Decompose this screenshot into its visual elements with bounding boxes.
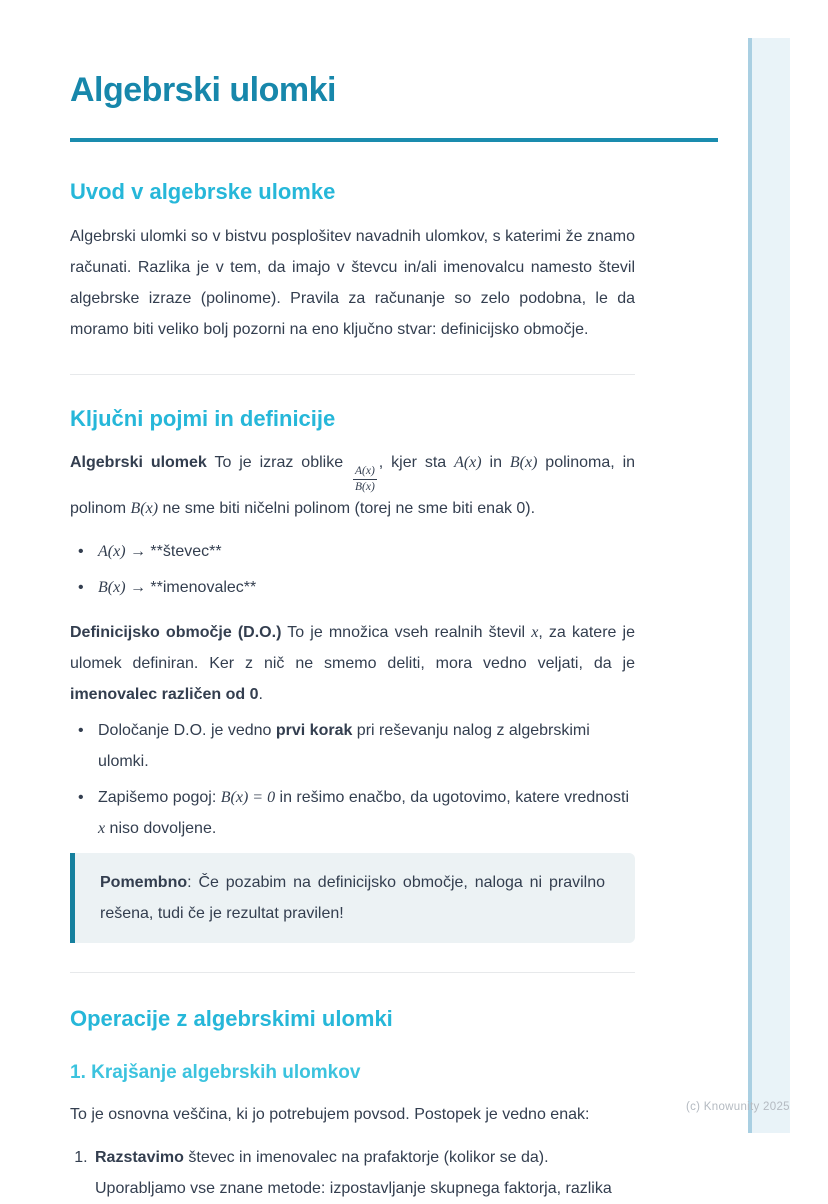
document-body	[70, 0, 635, 1204]
krajsanje-steps-list	[70, 1142, 635, 1204]
list-item-numerator: • A(x) → **števec**	[70, 536, 635, 567]
title-rule	[70, 138, 718, 142]
section-concepts-heading: Ključni pojmi in definicije	[70, 406, 336, 431]
krajsanje-intro-paragraph: To je osnovna veščina, ki jo potrebujem povsod. Postopek je vedno enak:	[70, 1106, 590, 1123]
page-edge-strip	[748, 38, 790, 1133]
list-item-first-step: • Določanje D.O. je vedno prvi korak pri reševanju nalog z algebrskimi ulomki.	[70, 715, 635, 777]
important-callout	[70, 853, 635, 943]
subsection-krajsanje-heading: 1. Krajšanje algebrskih ulomkov	[70, 1062, 361, 1083]
section-operations-heading: Operacije z algebrskimi ulomki	[70, 1006, 393, 1031]
step-item-razstavimo: 1. Razstavimo števec in imenovalec na prafaktorje (kolikor se da). Uporabljamo vse znane metode: izpostavljanje skupnega faktorja, razlika	[92, 1142, 635, 1204]
section-intro-heading: Uvod v algebrske ulomke	[70, 179, 336, 204]
list-item-denominator: • B(x) → **imenovalec**	[70, 572, 635, 603]
definition-fraction-paragraph: Algebrski ulomek To je izraz oblike $\frac{A(x)}{B(x)}$ , kjer sta A(x) in B(x) polinoma, in polinom B(x) ne sme biti ničelni polinom (torej ne sme biti enak 0).	[70, 454, 636, 517]
intro-paragraph: Algebrski ulomki so v bistvu posplošitev navadnih ulomkov, s katerimi že znamo računati. Razlika je v tem, da imajo v števcu in/ali imenovalcu namesto števil algebrske izraze (polinome). Pravila za računanje so zelo podobna, le da moramo biti veliko bolj pozorni na eno ključno stvar: definicijsko območje.	[70, 228, 635, 338]
list-item-condition: • Zapišemo pogoj: B(x) = 0 in rešimo enačbo, da ugotovimo, katere vrednosti x niso dovoljene.	[70, 782, 635, 844]
section-divider	[70, 972, 635, 973]
section-divider	[70, 374, 635, 375]
copyright-watermark: (c) Knowunity 2025	[686, 1101, 790, 1113]
definition-domain-paragraph: Definicijsko območje (D.O.) To je množica vseh realnih števil x, za katere je ulomek definiran. Ker z nič ne smemo deliti, mora vedno veljati, da je imenovalec različen od 0.	[70, 624, 635, 703]
fraction-parts-list	[70, 536, 635, 603]
important-callout-text: Pomembno: Če pozabim na definicijsko območje, naloga ni pravilno rešena, tudi če je rezultat pravilen!	[100, 874, 605, 922]
math-fraction: $\frac{A(x)}{B(x)}$	[355, 465, 375, 493]
page-title: Algebrski ulomki	[70, 71, 336, 109]
domain-rules-list	[70, 715, 635, 844]
